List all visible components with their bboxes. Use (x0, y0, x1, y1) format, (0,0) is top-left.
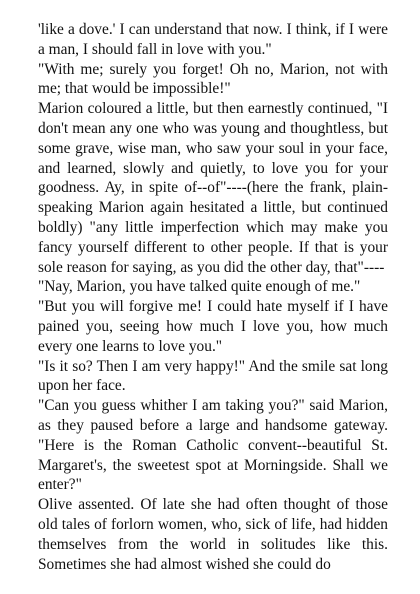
paragraph-1: 'like a dove.' I can understand that now. I think, if I were a man, I should fall in love with you." (38, 21, 388, 58)
paragraph-2: "With me; surely you forget! Oh no, Marion, not with me; that would be impossible!" (38, 60, 388, 98)
paragraph-3: Marion coloured a little, but then earnestly continued, "I don't mean any one who was young and thoughtless, but some grave, wise man, who saw your soul in your face, and learned, slowly and quietly, to love you for your goodness. Ay, in spite of--of"----(here the frank, plain-speaking Marion again hesitated a little, but continued boldly) "any little imperfection which may make you fancy yourself different to other people. If that is your sole reason for saying, as you did the other day, that"---- (38, 100, 388, 276)
paragraph-6: "Is it so? Then I am very happy!" And the smile sat long upon her face. (38, 357, 388, 395)
paragraph-5: "But you will forgive me! I could hate myself if I have pained you, seeing how much I love you, how much every one learns to love you." (38, 298, 388, 355)
page-body-text (38, 20, 388, 574)
paragraph-4: "Nay, Marion, you have talked quite enough of me." (38, 278, 361, 296)
paragraph-8: Olive assented. Of late she had often thought of those old tales of forlorn women, who, sick of life, had hidden themselves from the world in solitudes like this. Sometimes she had almost wished she could do (38, 496, 388, 573)
paragraph-7: "Can you guess whither I am taking you?" said Marion, as they paused before a large and handsome gateway. "Here is the Roman Catholic convent--beautiful St. Margaret's, the sweetest spot at Morningside. Shall we enter?" (38, 397, 388, 494)
